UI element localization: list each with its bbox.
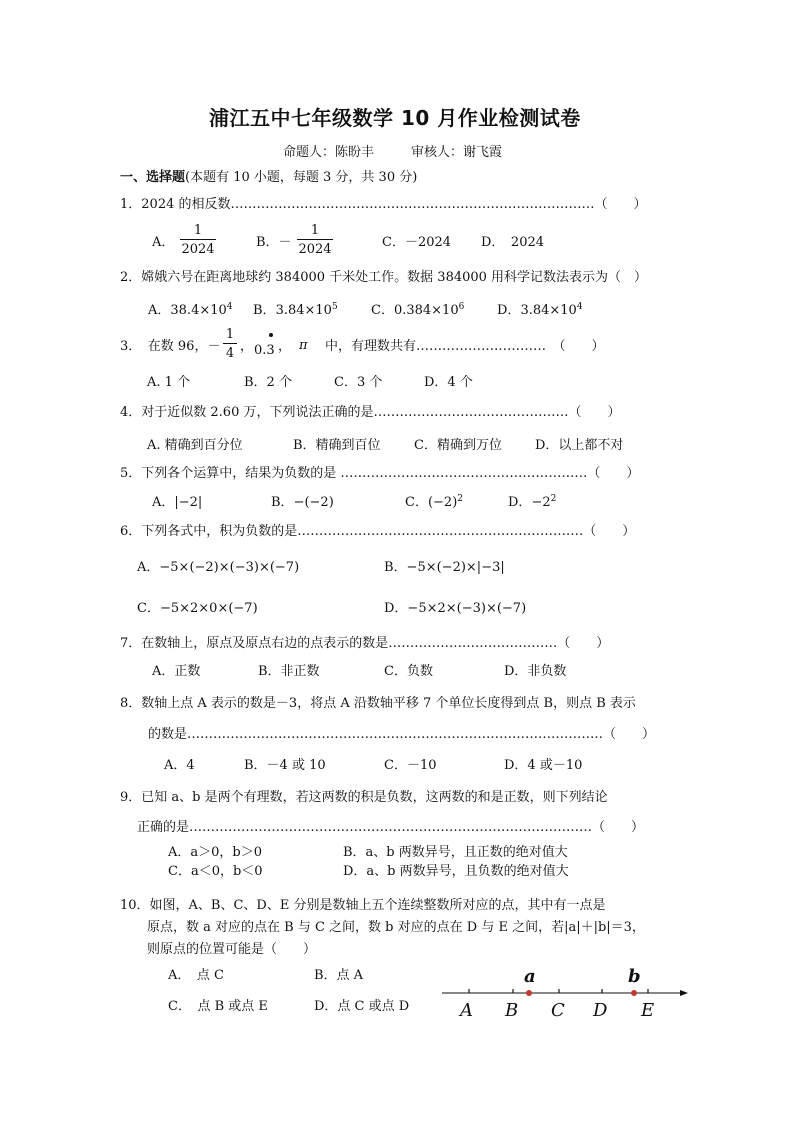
point-label-C: C xyxy=(551,1000,565,1021)
point-b-dot xyxy=(631,990,637,996)
point-a-dot xyxy=(526,990,532,996)
question-5-stem: 5．下列各个运算中，结果为负数的是 …………………………………………………（ ） xyxy=(120,466,640,481)
axis-arrow-icon xyxy=(680,990,688,996)
section-note: (本题有 10 小题，每题 3 分，共 30 分) xyxy=(185,170,418,185)
q9-option-d: D．a、b 两数异号，且负数的绝对值大 xyxy=(343,864,569,879)
q5-option-c: C．$(-2)^2$ xyxy=(405,494,463,510)
q8-option-a: A．4 xyxy=(164,758,195,773)
q3-pi: π xyxy=(299,338,308,353)
q10-option-c: C． 点 B 或点 E xyxy=(168,999,268,1014)
q4-option-b: B．精确到百位 xyxy=(293,438,381,453)
q4-option-a: A. 精确到百分位 xyxy=(147,438,243,453)
number-line-figure xyxy=(438,962,694,1024)
q4-option-d: D．以上都不对 xyxy=(535,438,624,453)
question-2-stem: 2．嫦娥六号在距离地球约 384000 千米处工作。数据 384000 用科学记数法表示为（ ） xyxy=(120,270,648,285)
question-3-stem-prefix: 3． 在数 96，－ xyxy=(120,339,221,354)
q9-option-a: A．a＞0，b＞0 xyxy=(168,845,263,860)
q7-option-b: B．非正数 xyxy=(258,664,320,679)
repeating-dot-icon xyxy=(269,333,273,337)
q9-option-b: B．a、b 两数异号，且正数的绝对值大 xyxy=(343,845,568,860)
point-label-E: E xyxy=(641,1000,655,1021)
fraction-denominator: 2024 xyxy=(181,242,215,257)
q3-separator: ， xyxy=(240,339,254,354)
q5-option-b: B．−(−2) xyxy=(271,495,334,510)
question-9-stem-line2: 正确的是…………………………………………………………………………………（ ） xyxy=(137,820,645,835)
q1-option-a-fraction xyxy=(180,224,216,256)
q3-option-b: B．2 个 xyxy=(244,375,292,390)
question-4-stem: 4．对于近似数 2.60 万，下列说法正确的是………………………………………（ ） xyxy=(120,405,621,420)
q6-option-b: B．−5×(−2)×|−3| xyxy=(384,560,505,575)
q7-option-a: A．正数 xyxy=(152,664,201,679)
fraction-denominator: 4 xyxy=(225,346,235,361)
question-10-stem-line2: 原点，数 a 对应的点在 B 与 C 之间，数 b 对应的点在 D 与 E 之间，若|a|＋|b|＝3， xyxy=(147,920,645,935)
point-label-b-var: b xyxy=(628,966,641,987)
question-3-stem-suffix: 中，有理数共有………………………… （ ） xyxy=(312,339,605,354)
q7-option-c: C．负数 xyxy=(384,664,433,679)
point-label-a-var: a xyxy=(524,966,536,987)
q1-option-b-fraction xyxy=(297,224,333,256)
section-heading xyxy=(120,171,417,184)
q10-option-d: D．点 C 或点 D xyxy=(314,999,410,1014)
q1-option-b-label: B．－ xyxy=(256,235,292,250)
question-10-stem-line3: 则原点的位置可能是（ ） xyxy=(147,942,317,957)
fraction-numerator: 1 xyxy=(193,223,203,238)
question-8-stem-line1: 8．数轴上点 A 表示的数是－3，将点 A 沿数轴平移 7 个单位长度得到点 B，则点 B 表示 xyxy=(120,696,636,711)
q8-option-b: B．－4 或 10 xyxy=(244,758,326,773)
q3-option-c: C．3 个 xyxy=(334,375,383,390)
question-9-stem-line1: 9．已知 a、b 是两个有理数，若这两数的积是负数，这两数的和是正数，则下列结论 xyxy=(120,790,608,805)
q2-option-c: C．$0.384\times 10^6$ xyxy=(371,302,465,318)
q2-option-a: A．$38.4\times 10^4$ xyxy=(148,302,233,318)
q1-option-c: C．－2024 xyxy=(382,235,452,250)
point-label-B: B xyxy=(505,1000,519,1021)
q10-option-b: B．点 A xyxy=(314,968,364,983)
question-8-stem-line2: 的数是……………………………………………………………………………………（ ） xyxy=(148,727,656,742)
page-title: 浦江五中七年级数学 10 月作业检测试卷 xyxy=(209,106,581,130)
q4-option-c: C．精确到万位 xyxy=(414,438,502,453)
question-6-stem: 6．下列各式中，积为负数的是…………………………………………………………（ ） xyxy=(120,524,636,539)
q5-option-d: D．$-2^2$ xyxy=(508,494,557,510)
q1-option-d: D． 2024 xyxy=(481,235,545,250)
q7-option-d: D．非负数 xyxy=(504,664,567,679)
point-label-D: D xyxy=(593,1000,608,1021)
q2-option-b: B．$3.84\times 10^5$ xyxy=(253,302,338,318)
q2-option-d: D．$3.84\times 10^4$ xyxy=(497,302,583,318)
q5-option-a: A．|−2| xyxy=(152,495,203,510)
q6-option-a: A．−5×(−2)×(−3)×(−7) xyxy=(137,560,300,575)
fraction-numerator: 1 xyxy=(310,223,320,238)
q8-option-c: C．－10 xyxy=(384,758,437,773)
q6-option-c: C．−5×2×0×(−7) xyxy=(137,601,258,616)
q6-option-d: D．−5×2×(−3)×(−7) xyxy=(384,601,527,616)
author-line: 命题人：陈盼丰 xyxy=(283,145,375,160)
q1-option-a-label: A． xyxy=(152,235,175,250)
fraction-numerator: 1 xyxy=(225,327,235,342)
q3-separator-2: ， xyxy=(278,339,292,354)
q3-option-d: D．4 个 xyxy=(424,375,473,390)
q9-option-c: C．a＜0，b＜0 xyxy=(168,864,263,879)
fraction-denominator: 2024 xyxy=(298,242,332,257)
question-7-stem: 7．在数轴上，原点及原点右边的点表示的数是…………………………………（ ） xyxy=(120,636,610,651)
question-10-stem-line1: 10．如图，A、B、C、D、E 分别是数轴上五个连续整数所对应的点，其中有一点是 xyxy=(120,898,606,913)
q3-repeating-decimal: 0.3 xyxy=(254,343,275,358)
question-1-stem: 1．2024 的相反数…………………………………………………………………………（ ） xyxy=(120,197,647,212)
q8-option-d: D．4 或－10 xyxy=(504,758,583,773)
q10-option-a: A． 点 C xyxy=(168,968,224,983)
reviewer-line: 审核人：谢飞霞 xyxy=(411,145,503,160)
q3-option-a: A. 1 个 xyxy=(147,375,191,390)
point-label-A: A xyxy=(460,1000,473,1021)
q3-fraction xyxy=(223,328,237,360)
section-title: 一、选择题 xyxy=(120,170,186,185)
